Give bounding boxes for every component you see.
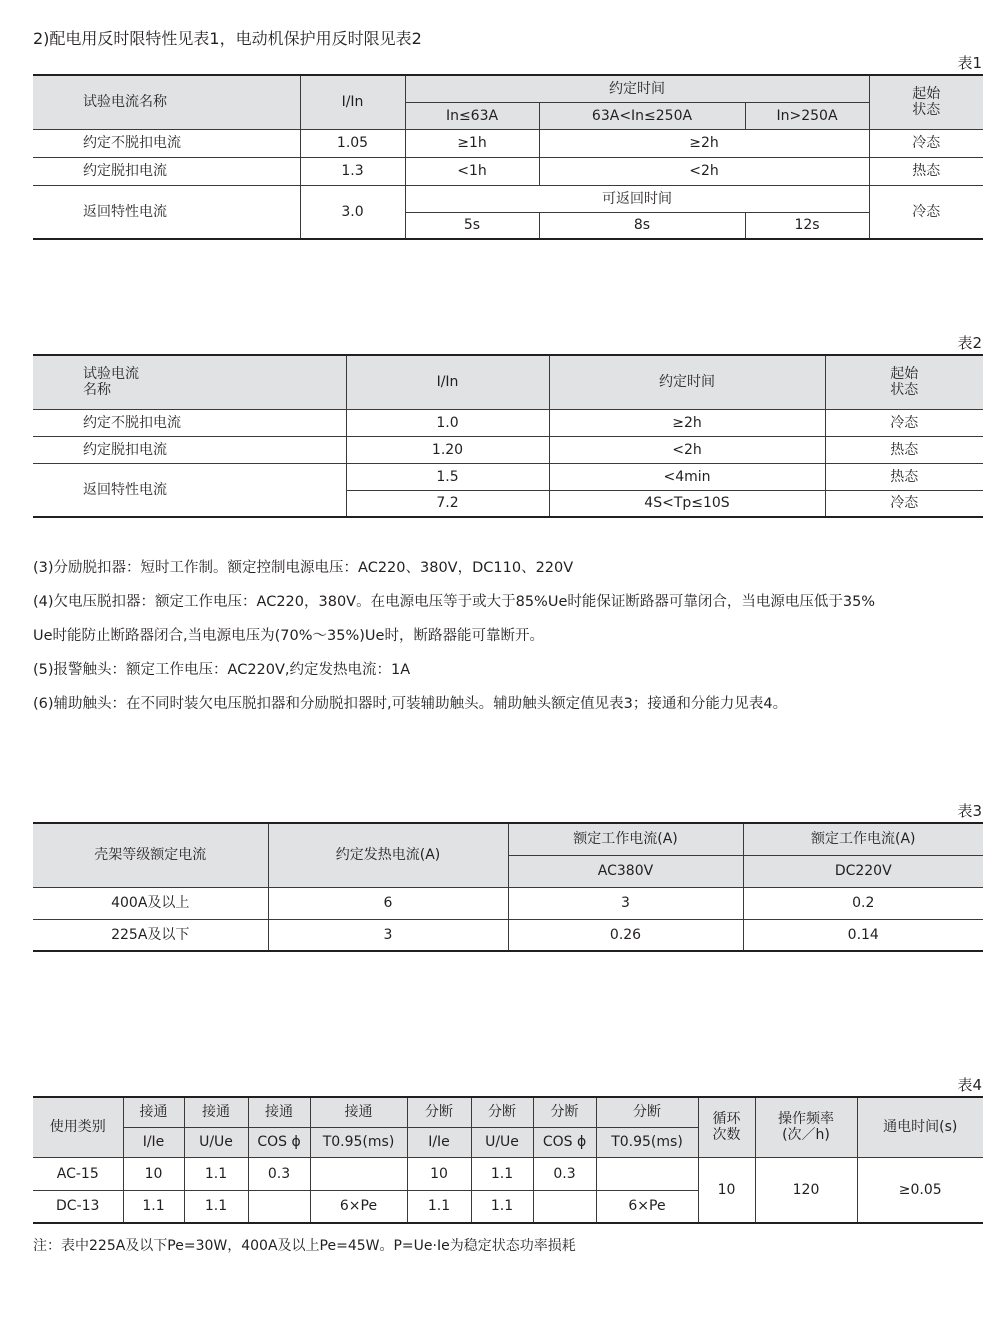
cell: 0.2 xyxy=(743,887,983,919)
table-row xyxy=(33,463,983,490)
cell: 热态 xyxy=(869,157,983,185)
t2-head-state: 起始 状态 xyxy=(825,355,983,409)
t4-sub-t: T0.95(ms) xyxy=(596,1127,698,1157)
t1-sub-1: In≤63A xyxy=(405,102,539,129)
t4-sub-ie: I/Ie xyxy=(123,1127,184,1157)
cell: <2h xyxy=(549,436,825,463)
cell: 热态 xyxy=(825,463,983,490)
cell: 返回特性电流 xyxy=(33,185,300,239)
cell: <2h xyxy=(539,157,869,185)
t3-sub-ac: AC380V xyxy=(508,855,743,887)
table4 xyxy=(33,1096,983,1224)
t1-sub-2: 63A<In≤250A xyxy=(539,102,745,129)
t4-sub-cos: COS ϕ xyxy=(248,1127,310,1157)
cell: <4min xyxy=(549,463,825,490)
cell: 冷态 xyxy=(825,409,983,436)
t1-head-ratio: I/In xyxy=(300,75,405,129)
t4-head-off: 分断 xyxy=(407,1097,471,1127)
t3-head-dc: 额定工作电流(A) xyxy=(743,823,983,855)
cell: 1.1 xyxy=(471,1157,533,1190)
cell: 10 xyxy=(123,1157,184,1190)
t4-head-off: 分断 xyxy=(471,1097,533,1127)
paragraph-alarm-contact: (5)报警触头：额定工作电压：AC220V,约定发热电流：1A xyxy=(33,662,411,678)
cell: ≥2h xyxy=(539,129,869,157)
t4-head-off: 分断 xyxy=(533,1097,596,1127)
cell: 0.3 xyxy=(248,1157,310,1190)
paragraph-undervoltage-release: (4)欠电压脱扣器：额定工作电压：AC220，380V。在电源电压等于或大于85%Ue时能保证断路器可靠闭合，当电源电压低于35% xyxy=(33,594,876,610)
cell: 约定不脱扣电流 xyxy=(33,129,300,157)
cell: 7.2 xyxy=(346,490,549,517)
table2 xyxy=(33,354,983,518)
t3-head-ac: 额定工作电流(A) xyxy=(508,823,743,855)
cell: 1.1 xyxy=(407,1190,471,1223)
t3-sub-dc: DC220V xyxy=(743,855,983,887)
t4-head-cycles: 循环 次数 xyxy=(698,1097,755,1157)
t4-head-on: 接通 xyxy=(123,1097,184,1127)
t3-head-heat: 约定发热电流(A) xyxy=(268,823,508,887)
table-row xyxy=(33,157,983,185)
cell: 5s xyxy=(405,212,539,239)
cell: ≥0.05 xyxy=(857,1157,983,1223)
paragraph-aux-contact: (6)辅助触头：在不同时装欠电压脱扣器和分励脱扣器时,可装辅助触头。辅助触头额定值见表3；接通和分能力见表4。 xyxy=(33,696,788,712)
cell: 1.1 xyxy=(184,1157,248,1190)
cell: 6×Pe xyxy=(596,1190,698,1223)
cell: 返回特性电流 xyxy=(33,463,346,517)
cell: 0.3 xyxy=(533,1157,596,1190)
t4-sub-ue: U/Ue xyxy=(471,1127,533,1157)
cell: 1.3 xyxy=(300,157,405,185)
table-row xyxy=(33,409,983,436)
cell: ≥2h xyxy=(549,409,825,436)
cell: 3 xyxy=(508,887,743,919)
table4-label: 表4 xyxy=(957,1076,982,1094)
cell: 热态 xyxy=(825,436,983,463)
cell: 10 xyxy=(407,1157,471,1190)
footnote: 注：表中225A及以下Pe=30W，400A及以上Pe=45W。P=Ue·Ie为稳定状态功率损耗 xyxy=(33,1238,576,1254)
cell: 冷态 xyxy=(869,185,983,239)
cell: 3.0 xyxy=(300,185,405,239)
t4-head-frequency: 操作频率 (次／h) xyxy=(755,1097,857,1157)
cell xyxy=(310,1157,407,1190)
t4-head-on: 接通 xyxy=(310,1097,407,1127)
table-row xyxy=(33,185,983,212)
cell: 可返回时间 xyxy=(405,185,869,212)
cell: ≥1h xyxy=(405,129,539,157)
cell: 12s xyxy=(745,212,869,239)
table2-label: 表2 xyxy=(957,334,982,352)
paragraph-undervoltage-release-cont: Ue时能防止断路器闭合,当电源电压为(70%～35%)Ue时，断路器能可靠断开。 xyxy=(33,628,544,644)
cell: 0.14 xyxy=(743,919,983,951)
cell: 1.5 xyxy=(346,463,549,490)
cell: 约定脱扣电流 xyxy=(33,157,300,185)
cell: AC-15 xyxy=(33,1157,123,1190)
cell: 1.1 xyxy=(123,1190,184,1223)
t2-head-time: 约定时间 xyxy=(549,355,825,409)
t4-head-on: 接通 xyxy=(184,1097,248,1127)
cell: 1.20 xyxy=(346,436,549,463)
cell: 225A及以下 xyxy=(33,919,268,951)
t4-head-power-time: 通电时间(s) xyxy=(857,1097,983,1157)
cell: 400A及以上 xyxy=(33,887,268,919)
cell: <1h xyxy=(405,157,539,185)
t1-head-time: 约定时间 xyxy=(405,75,869,102)
t1-head-name: 试验电流名称 xyxy=(33,75,300,129)
cell: 120 xyxy=(755,1157,857,1223)
paragraph-shunt-release: (3)分励脱扣器：短时工作制。额定控制电源电压：AC220、380V，DC110、220V xyxy=(33,560,574,576)
t2-head-name: 试验电流 名称 xyxy=(33,355,346,409)
t3-head-frame: 壳架等级额定电流 xyxy=(33,823,268,887)
cell: 4S<Tp≤10S xyxy=(549,490,825,517)
t2-head-ratio: I/In xyxy=(346,355,549,409)
cell: 6×Pe xyxy=(310,1190,407,1223)
cell: 约定脱扣电流 xyxy=(33,436,346,463)
cell: 1.1 xyxy=(471,1190,533,1223)
cell: 10 xyxy=(698,1157,755,1223)
table1-label: 表1 xyxy=(957,54,982,72)
table-row xyxy=(33,919,983,951)
cell: 0.26 xyxy=(508,919,743,951)
cell xyxy=(248,1190,310,1223)
cell: 1.05 xyxy=(300,129,405,157)
cell: 1.1 xyxy=(184,1190,248,1223)
t4-sub-ue: U/Ue xyxy=(184,1127,248,1157)
cell: DC-13 xyxy=(33,1190,123,1223)
t4-sub-t: T0.95(ms) xyxy=(310,1127,407,1157)
table-row xyxy=(33,887,983,919)
t4-sub-cos: COS ϕ xyxy=(533,1127,596,1157)
t1-sub-3: In>250A xyxy=(745,102,869,129)
table3-label: 表3 xyxy=(957,802,982,820)
t4-head-on: 接通 xyxy=(248,1097,310,1127)
t4-head-category: 使用类别 xyxy=(33,1097,123,1157)
cell xyxy=(596,1157,698,1190)
table3 xyxy=(33,822,983,952)
table-row xyxy=(33,1157,983,1190)
cell: 6 xyxy=(268,887,508,919)
cell: 冷态 xyxy=(869,129,983,157)
table-row xyxy=(33,129,983,157)
cell: 3 xyxy=(268,919,508,951)
cell: 约定不脱扣电流 xyxy=(33,409,346,436)
cell: 1.0 xyxy=(346,409,549,436)
cell xyxy=(533,1190,596,1223)
t1-head-state: 起始 状态 xyxy=(869,75,983,129)
table1 xyxy=(33,74,983,240)
table-row xyxy=(33,436,983,463)
t4-sub-ie: I/Ie xyxy=(407,1127,471,1157)
cell: 冷态 xyxy=(825,490,983,517)
section-heading: 2)配电用反时限特性见表1，电动机保护用反时限见表2 xyxy=(33,29,422,48)
t4-head-off: 分断 xyxy=(596,1097,698,1127)
cell: 8s xyxy=(539,212,745,239)
